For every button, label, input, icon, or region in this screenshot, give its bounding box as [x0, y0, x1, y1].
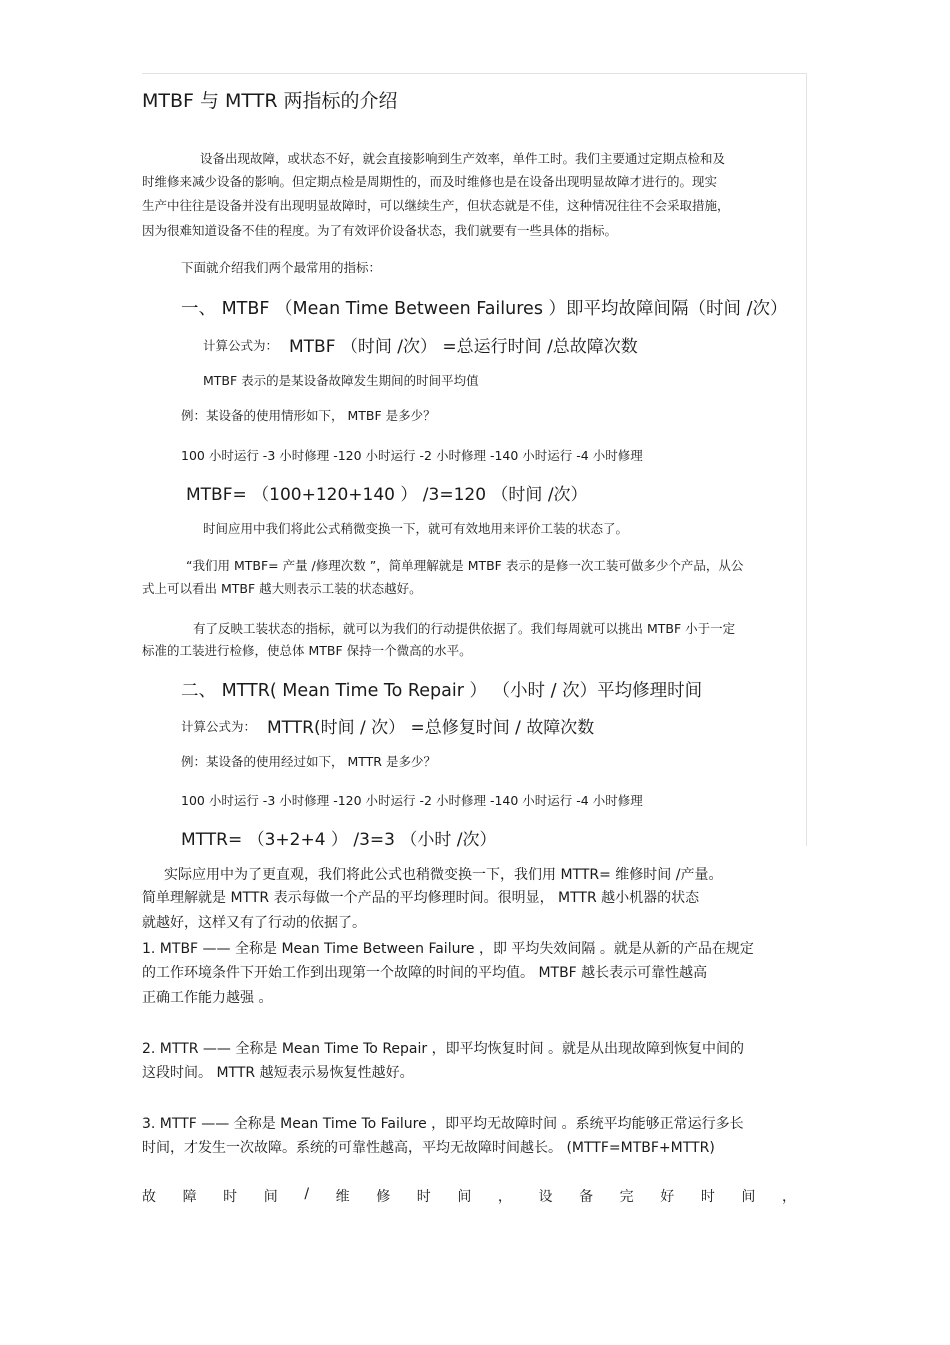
last-line-char: /	[304, 1186, 310, 1202]
lead-text: 下面就介绍我们两个最常用的指标：	[181, 260, 382, 275]
mtbf-example-question: 例：某设备的使用情形如下， MTBF 是多少？	[181, 408, 436, 423]
definition-mtbf: 的工作环境条件下开始工作到出现第一个故障的时间的平均值。 MTBF 越长表示可靠性越高	[142, 965, 708, 981]
apply-line: 就越好，这样又有了行动的依据了。	[142, 915, 366, 931]
intro-line: 设备出现故障，或状态不好，就会直接影响到生产效率，单件工时。我们主要通过定期点检和及	[200, 151, 726, 166]
mttr-formula: MTTR(时间 / 次） =总修复时间 / 故障次数	[267, 718, 595, 738]
last-line-char: 时	[416, 1189, 431, 1205]
mtbf-formula-label: 计算公式为：	[203, 338, 279, 353]
last-line-char: 时	[700, 1189, 715, 1205]
mttr-example-question: 例：某设备的使用经过如下， MTTR 是多少？	[181, 754, 436, 769]
definition-mttr: 2. MTTR —— 全称是 Mean Time To Repair ，即平均恢复时间 。就是从出现故障到恢复中间的	[142, 1041, 745, 1057]
mttr-heading: 二、 MTTR( Mean Time To Repair ） （小时 / 次）平均修理时间	[181, 681, 703, 701]
apply-line: 简单理解就是 MTTR 表示每做一个产品的平均修理时间。很明显， MTTR 越小机器的状态	[142, 890, 700, 906]
definition-mttf: 时间，才发生一次故障。系统的可靠性越高，平均无故障时间越长。 (MTTF=MTBF+MTTR)	[142, 1140, 715, 1156]
last-line-char: 好	[660, 1189, 675, 1205]
definition-mttf: 3. MTTF —— 全称是 Mean Time To Failure ，即平均无故障时间 。系统平均能够正常运行多长	[142, 1116, 744, 1132]
mtbf-note: 有了反映工装状态的指标，就可以为我们的行动提供依据了。我们每周就可以挑出 MTBF 小于一定	[193, 621, 736, 636]
intro-line: 时维修来减少设备的影响。但定期点检是周期性的，而及时维修也是在设备出现明显故障才进行的。现实	[142, 174, 718, 189]
definition-mtbf: 1. MTBF —— 全称是 Mean Time Between Failure ，即 平均失效间隔 。就是从新的产品在规定	[142, 941, 754, 957]
mtbf-description: MTBF 表示的是某设备故障发生期间的时间平均值	[203, 373, 479, 388]
apply-line: 实际应用中为了更直观，我们将此公式也稍微变换一下，我们用 MTTR= 维修时间 /产量。	[164, 867, 723, 883]
mttr-result: MTTR= （3+2+4 ） /3=3 （小时 /次）	[181, 830, 497, 850]
mtbf-note: “我们用 MTBF= 产量 /修理次数 ”，简单理解就是 MTBF 表示的是修一次工装可做多少个产品，从公	[186, 558, 744, 573]
mtbf-result: MTBF= （100+120+140 ） /3=120 （时间 /次）	[186, 485, 588, 505]
last-line-char: 备	[579, 1189, 594, 1205]
last-line-char: ，	[781, 1189, 796, 1205]
mtbf-note: 式上可以看出 MTBF 越大则表示工装的状态越好。	[142, 581, 422, 596]
last-line-char: 间	[263, 1189, 278, 1205]
last-line-char: 维	[335, 1189, 350, 1205]
last-line-char: 故	[142, 1189, 156, 1205]
mttr-formula-label: 计算公式为：	[181, 719, 257, 734]
definition-mtbf: 正确工作能力越强 。	[142, 990, 273, 1006]
last-line-char: ，	[497, 1189, 512, 1205]
justified-last-line	[142, 1186, 796, 1206]
mtbf-note: 时间应用中我们将此公式稍微变换一下，就可有效地用来评价工装的状态了。	[203, 521, 629, 536]
last-line-char: 间	[457, 1189, 472, 1205]
definition-mttr: 这段时间。 MTTR 越短表示易恢复性越好。	[142, 1065, 414, 1081]
intro-line: 生产中往往是设备并没有出现明显故障时，可以继续生产，但状态就是不佳，这种情况往往不会采取措施，	[142, 198, 730, 213]
last-line-char: 时	[223, 1189, 238, 1205]
last-line-char: 完	[619, 1189, 634, 1205]
mtbf-formula: MTBF （时间 /次） =总运行时间 /总故障次数	[289, 337, 638, 357]
mttr-example-sequence: 100 小时运行 -3 小时修理 -120 小时运行 -2 小时修理 -140 小时运行 -4 小时修理	[181, 793, 643, 808]
mtbf-example-sequence: 100 小时运行 -3 小时修理 -120 小时运行 -2 小时修理 -140 小时运行 -4 小时修理	[181, 448, 643, 463]
mtbf-note: 标准的工装进行检修，使总体 MTBF 保持一个微高的水平。	[142, 643, 472, 658]
intro-line: 因为很难知道设备不佳的程度。为了有效评价设备状态，我们就要有一些具体的指标。	[142, 223, 618, 238]
last-line-char: 障	[182, 1189, 197, 1205]
last-line-char: 设	[538, 1189, 553, 1205]
last-line-char: 修	[376, 1189, 391, 1205]
last-line-char: 间	[741, 1189, 756, 1205]
mtbf-heading: 一、 MTBF （Mean Time Between Failures ）即平均故障间隔（时间 /次）	[181, 299, 788, 319]
page-title: MTBF 与 MTTR 两指标的介绍	[142, 90, 398, 112]
